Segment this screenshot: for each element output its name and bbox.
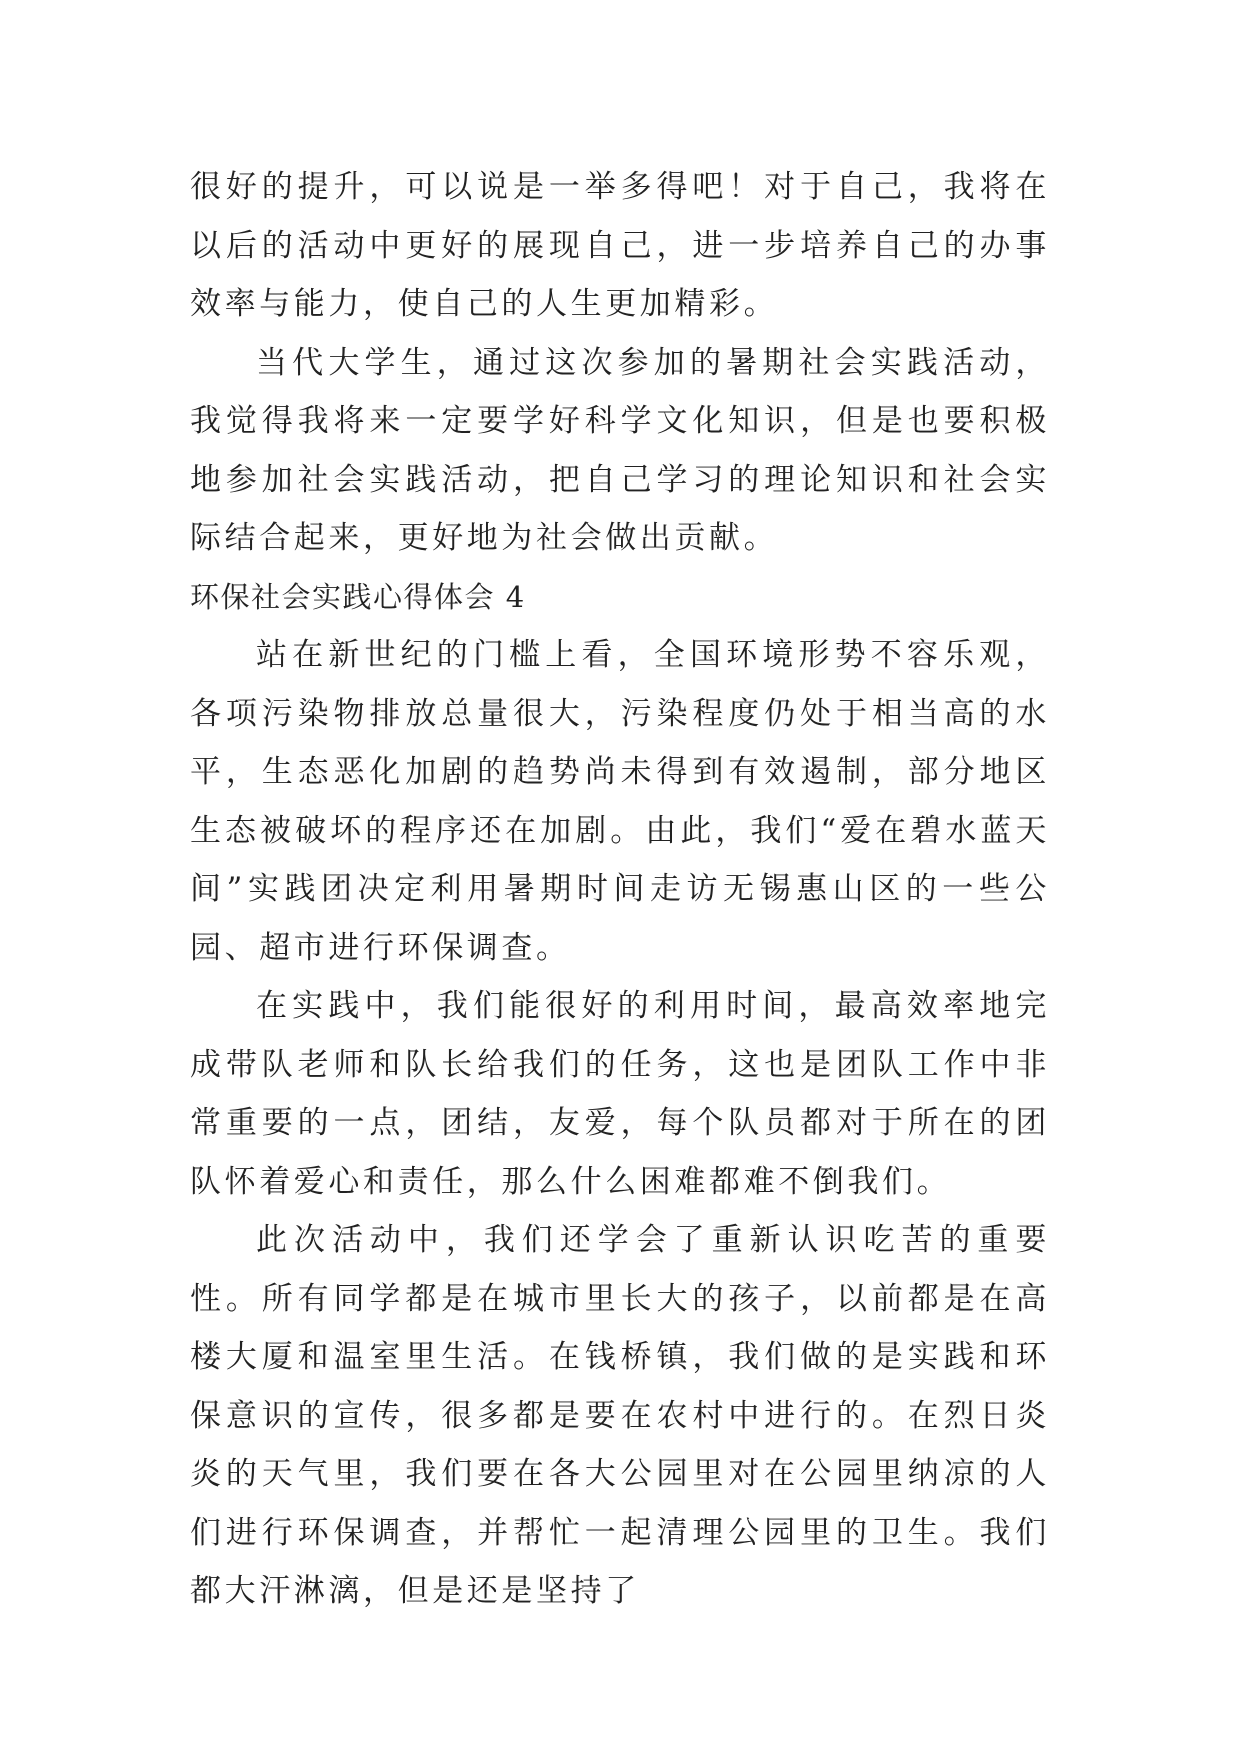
paragraph-continuation: 很好的提升，可以说是一举多得吧！对于自己，我将在以后的活动中更好的展现自己，进一步培养自己的办事效率与能力，使自己的人生更加精彩。 [190,169,1050,322]
paragraph-environment-situation: 站在新世纪的门槛上看，全国环境形势不容乐观，各项污染物排放总量很大，污染程度仍处于相当高的水平，生态恶化加剧的趋势尚未得到有效遏制，部分地区生态被破坏的程序还在加剧。由此，我们“爱在碧水蓝天间”实践团决定利用暑期时间走访无锡惠山区的一些公园、超市进行环保调查。 [190,637,1050,966]
paragraph-hardship: 此次活动中，我们还学会了重新认识吃苦的重要性。所有同学都是在城市里长大的孩子，以前都是在高楼大厦和温室里生活。在钱桥镇，我们做的是实践和环保意识的宣传，很多都是要在农村中进行的。在烈日炎炎的天气里，我们要在各大公园里对在公园里纳凉的人们进行环保调查，并帮忙一起清理公园里的卫生。我们都大汗淋漓，但是还是坚持了 [190,1222,1050,1609]
paragraph-contemporary-students: 当代大学生，通过这次参加的暑期社会实践活动，我觉得我将来一定要学好科学文化知识，但是也要积极地参加社会实践活动，把自己学习的理论知识和社会实际结合起来，更好地为社会做出贡献。 [190,344,1050,556]
document-body [190,158,1050,1621]
section-heading: 环保社会实践心得体会 4 [190,579,526,614]
paragraph-teamwork: 在实践中，我们能很好的利用时间，最高效率地完成带队老师和队长给我们的任务，这也是团队工作中非常重要的一点，团结，友爱，每个队员都对于所在的团队怀着爱心和责任，那么什么困难都难不倒我们。 [190,988,1050,1200]
